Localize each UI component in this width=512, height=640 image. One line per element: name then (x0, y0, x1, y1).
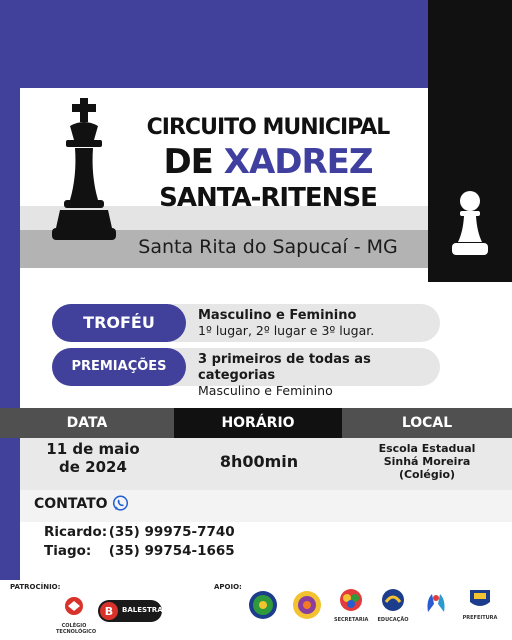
whatsapp-icon (112, 495, 129, 512)
header-data: DATA (0, 408, 174, 438)
contact-title: CONTATO (34, 496, 108, 512)
event-place-line-3: (Colégio) (398, 468, 456, 481)
prefeitura-logo (462, 586, 498, 622)
educacao-logo-icon (376, 588, 410, 614)
chess-king-icon (50, 96, 118, 242)
event-date (28, 440, 158, 476)
educacao-logo-caption: EDUCAÇÃO (377, 617, 409, 623)
event-time: 8h00min (219, 452, 299, 471)
prefeitura-logo-caption: PREFEITURA (462, 615, 498, 621)
coltec-logo-icon (56, 596, 92, 620)
title-line-3: SANTA-RITENSE (159, 183, 377, 213)
contact-phone[interactable]: (35) 99975-7740 (108, 524, 235, 540)
sponsor-label: PATROCÍNIO: (10, 583, 61, 591)
event-table-header (0, 408, 512, 438)
header-local: LOCAL (342, 408, 512, 438)
event-place (352, 442, 502, 481)
event-place-line-1: Escola Estadual (378, 442, 476, 455)
chess-pawn-icon (450, 190, 490, 256)
contact-ricardo (44, 524, 235, 540)
coltec-logo (56, 596, 97, 635)
prizes-line-1: 3 primeiros de todas as categorias (198, 352, 371, 383)
top-blue-band (20, 0, 428, 88)
event-place-line-2: Sinhá Moreira (383, 455, 471, 468)
contact-name: Ricardo: (44, 524, 108, 540)
coltec-logo-caption: COLÉGIO TECNOLÓGICO (56, 623, 97, 635)
title-line-2-a: DE (163, 142, 224, 182)
event-date-line-1: 11 de maio (46, 440, 140, 458)
secretaria-logo-caption: SECRETARIA (334, 617, 369, 623)
prefeitura-logo-icon (462, 586, 498, 612)
prizes-label: PREMIAÇÕES (52, 348, 186, 386)
title-line-2-b: XADREZ (223, 142, 373, 182)
trophy-line-1: Masculino e Feminino (198, 308, 357, 323)
yellow-circle-logo-icon (292, 590, 322, 620)
hands-logo-icon (420, 588, 452, 620)
contact-name: Tiago: (44, 543, 92, 559)
trophy-line-2: 1º lugar, 2º lugar e 3º lugar. (198, 323, 375, 338)
header-horario: HORÁRIO (174, 408, 342, 438)
secretaria-logo-icon (334, 588, 368, 614)
educacao-logo (376, 588, 410, 624)
city-subtitle: Santa Rita do Sapucaí - MG (138, 236, 398, 258)
title-line-1: CIRCUITO MUNICIPAL (146, 115, 390, 140)
balestra-logo-icon (98, 600, 120, 622)
green-globe-logo-icon (248, 590, 278, 620)
title-line-2 (118, 142, 418, 182)
balestra-logo (98, 600, 162, 622)
trophy-label: TROFÉU (52, 304, 186, 342)
support-label: APOIO: (214, 583, 242, 591)
trophy-text (198, 307, 438, 338)
secretaria-logo (334, 588, 368, 624)
page-title (118, 114, 418, 214)
svg-text:B: B (104, 605, 114, 618)
event-date-line-2: de 2024 (59, 458, 127, 476)
prizes-line-2: Masculino e Feminino (198, 383, 333, 398)
balestra-logo-text: BALESTRA (122, 606, 163, 614)
prizes-text (198, 351, 438, 398)
contact-phone[interactable]: (35) 99754-1665 (108, 543, 235, 559)
left-accent-bar (0, 0, 20, 580)
contact-tiago (44, 543, 235, 559)
